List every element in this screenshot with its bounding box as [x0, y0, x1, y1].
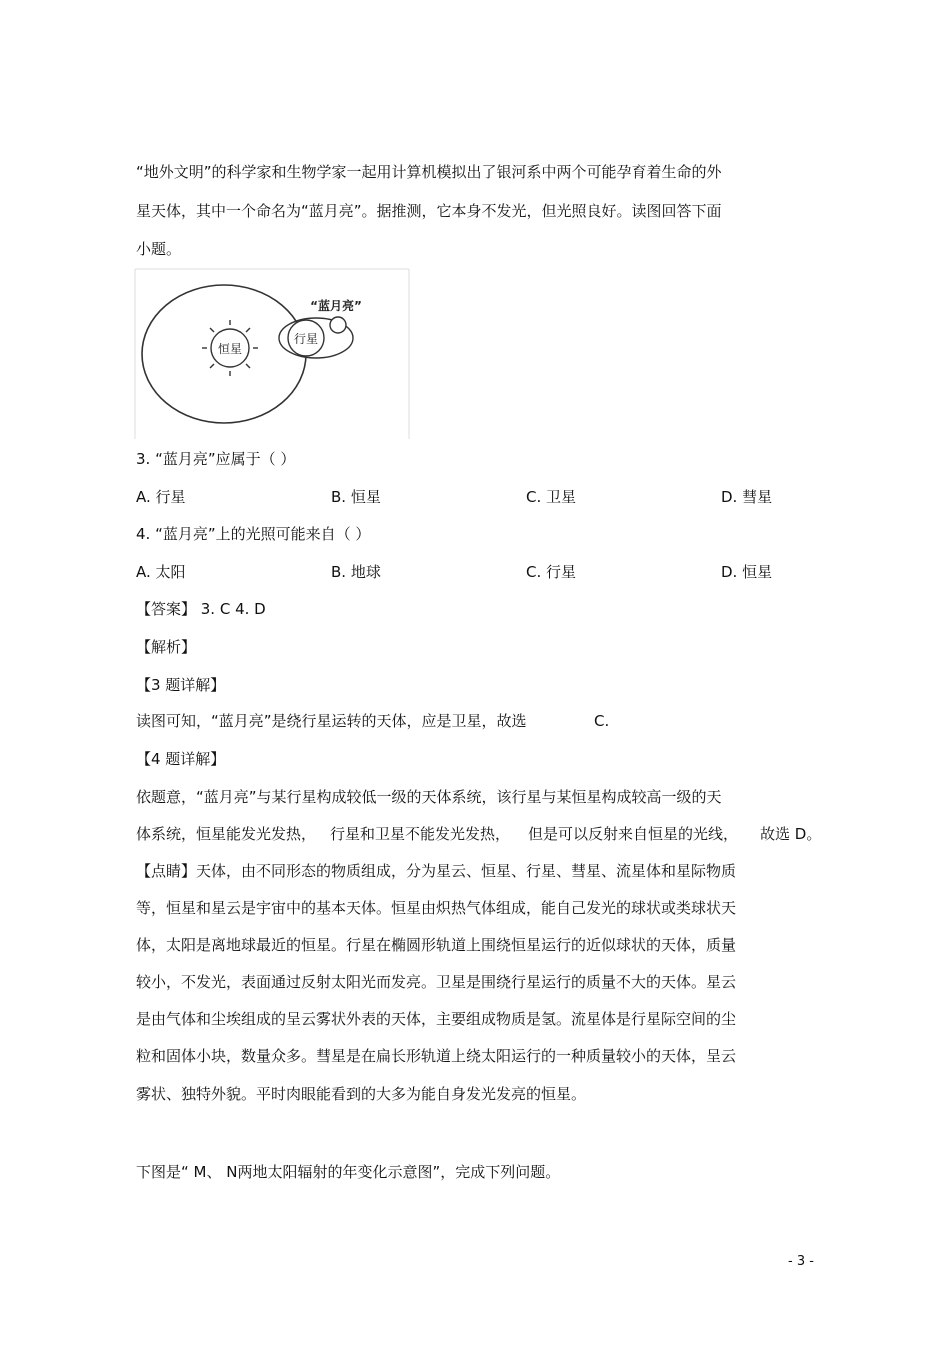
- note-line: 粒和固体小块，数量众多。彗星是在扁长形轨道上绕太阳运行的一种质量较小的天体，呈云: [136, 1047, 737, 1065]
- note-line: 体，太阳是离地球最近的恒星。行星在椭圆形轨道上围绕恒星运行的近似球状的天体，质量: [136, 936, 737, 954]
- question-3-option-a: A. 行星: [136, 488, 186, 506]
- q4-detail-line-1: 依题意，“蓝月亮”与某行星构成较低一级的天体系统，该行星与某恒星构成较高一级的天: [136, 788, 722, 806]
- page-number: - 3 -: [788, 1254, 814, 1269]
- q4-detail-line-2d: 故选 D。: [760, 825, 822, 843]
- question-4-option-b: B. 地球: [331, 563, 381, 581]
- question-3-option-d: D. 彗星: [721, 488, 773, 506]
- q4-detail-heading: 【4 题详解】: [136, 750, 226, 768]
- moon-circle: [330, 317, 346, 333]
- q3-detail-line: 读图可知，“蓝月亮”是绕行星运转的天体，应是卫星，故选: [136, 712, 527, 730]
- note-line: 【点睛】天体，由不同形态的物质组成，分为星云、恒星、行星、彗星、流星体和星际物质: [136, 862, 737, 880]
- question-4-stem: 4. “蓝月亮”上的光照可能来自（ ）: [136, 525, 371, 543]
- next-question-intro: 下图是“ M、 N两地太阳辐射的年变化示意图”，完成下列问题。: [136, 1163, 561, 1181]
- note-line: 较小，不发光，表面通过反射太阳光而发亮。卫星是围绕行星运行的质量不大的天体。星云: [136, 973, 737, 991]
- question-4-option-d: D. 恒星: [721, 563, 773, 581]
- q4-detail-line-2b: 行星和卫星不能发光发热，: [330, 825, 511, 843]
- q4-detail-line-2a: 体系统，恒星能发光发热，: [136, 825, 317, 843]
- note-line: 是由气体和尘埃组成的呈云雾状外表的天体，主要组成物质是氢。流星体是行星际空间的尘: [136, 1010, 737, 1028]
- intro-line-1: “地外文明”的科学家和生物学家一起用计算机模拟出了银河系中两个可能孕育着生命的外: [136, 163, 722, 181]
- orbit-diagram: [134, 268, 410, 440]
- moon-label: “蓝月亮”: [310, 299, 362, 313]
- note-line: 雾状、独特外貌。平时肉眼能看到的大多为能自身发光发亮的恒星。: [136, 1085, 587, 1103]
- q3-detail-choice: C.: [594, 712, 610, 730]
- orbit-diagram-svg: [134, 268, 410, 440]
- q4-detail-line-2c: 但是可以反射来自恒星的光线，: [528, 825, 739, 843]
- planet-label: 行星: [293, 332, 319, 346]
- answer-line: 【答案】 3. C 4. D: [136, 600, 266, 618]
- analysis-label: 【解析】: [136, 638, 197, 656]
- question-3-option-b: B. 恒星: [331, 488, 381, 506]
- note-line: 等，恒星和星云是宇宙中的基本天体。恒星由炽热气体组成，能自己发光的球状或类球状天: [136, 899, 737, 917]
- question-3-stem: 3. “蓝月亮”应属于（ ）: [136, 450, 296, 468]
- intro-line-3: 小题。: [136, 240, 182, 258]
- intro-line-2: 星天体，其中一个命名为“蓝月亮”。据推测，它本身不发光，但光照良好。读图回答下面: [136, 202, 722, 220]
- star-label: 恒星: [217, 342, 243, 356]
- q3-detail-heading: 【3 题详解】: [136, 676, 226, 694]
- question-4-option-a: A. 太阳: [136, 563, 186, 581]
- question-3-option-c: C. 卫星: [526, 488, 577, 506]
- question-4-option-c: C. 行星: [526, 563, 577, 581]
